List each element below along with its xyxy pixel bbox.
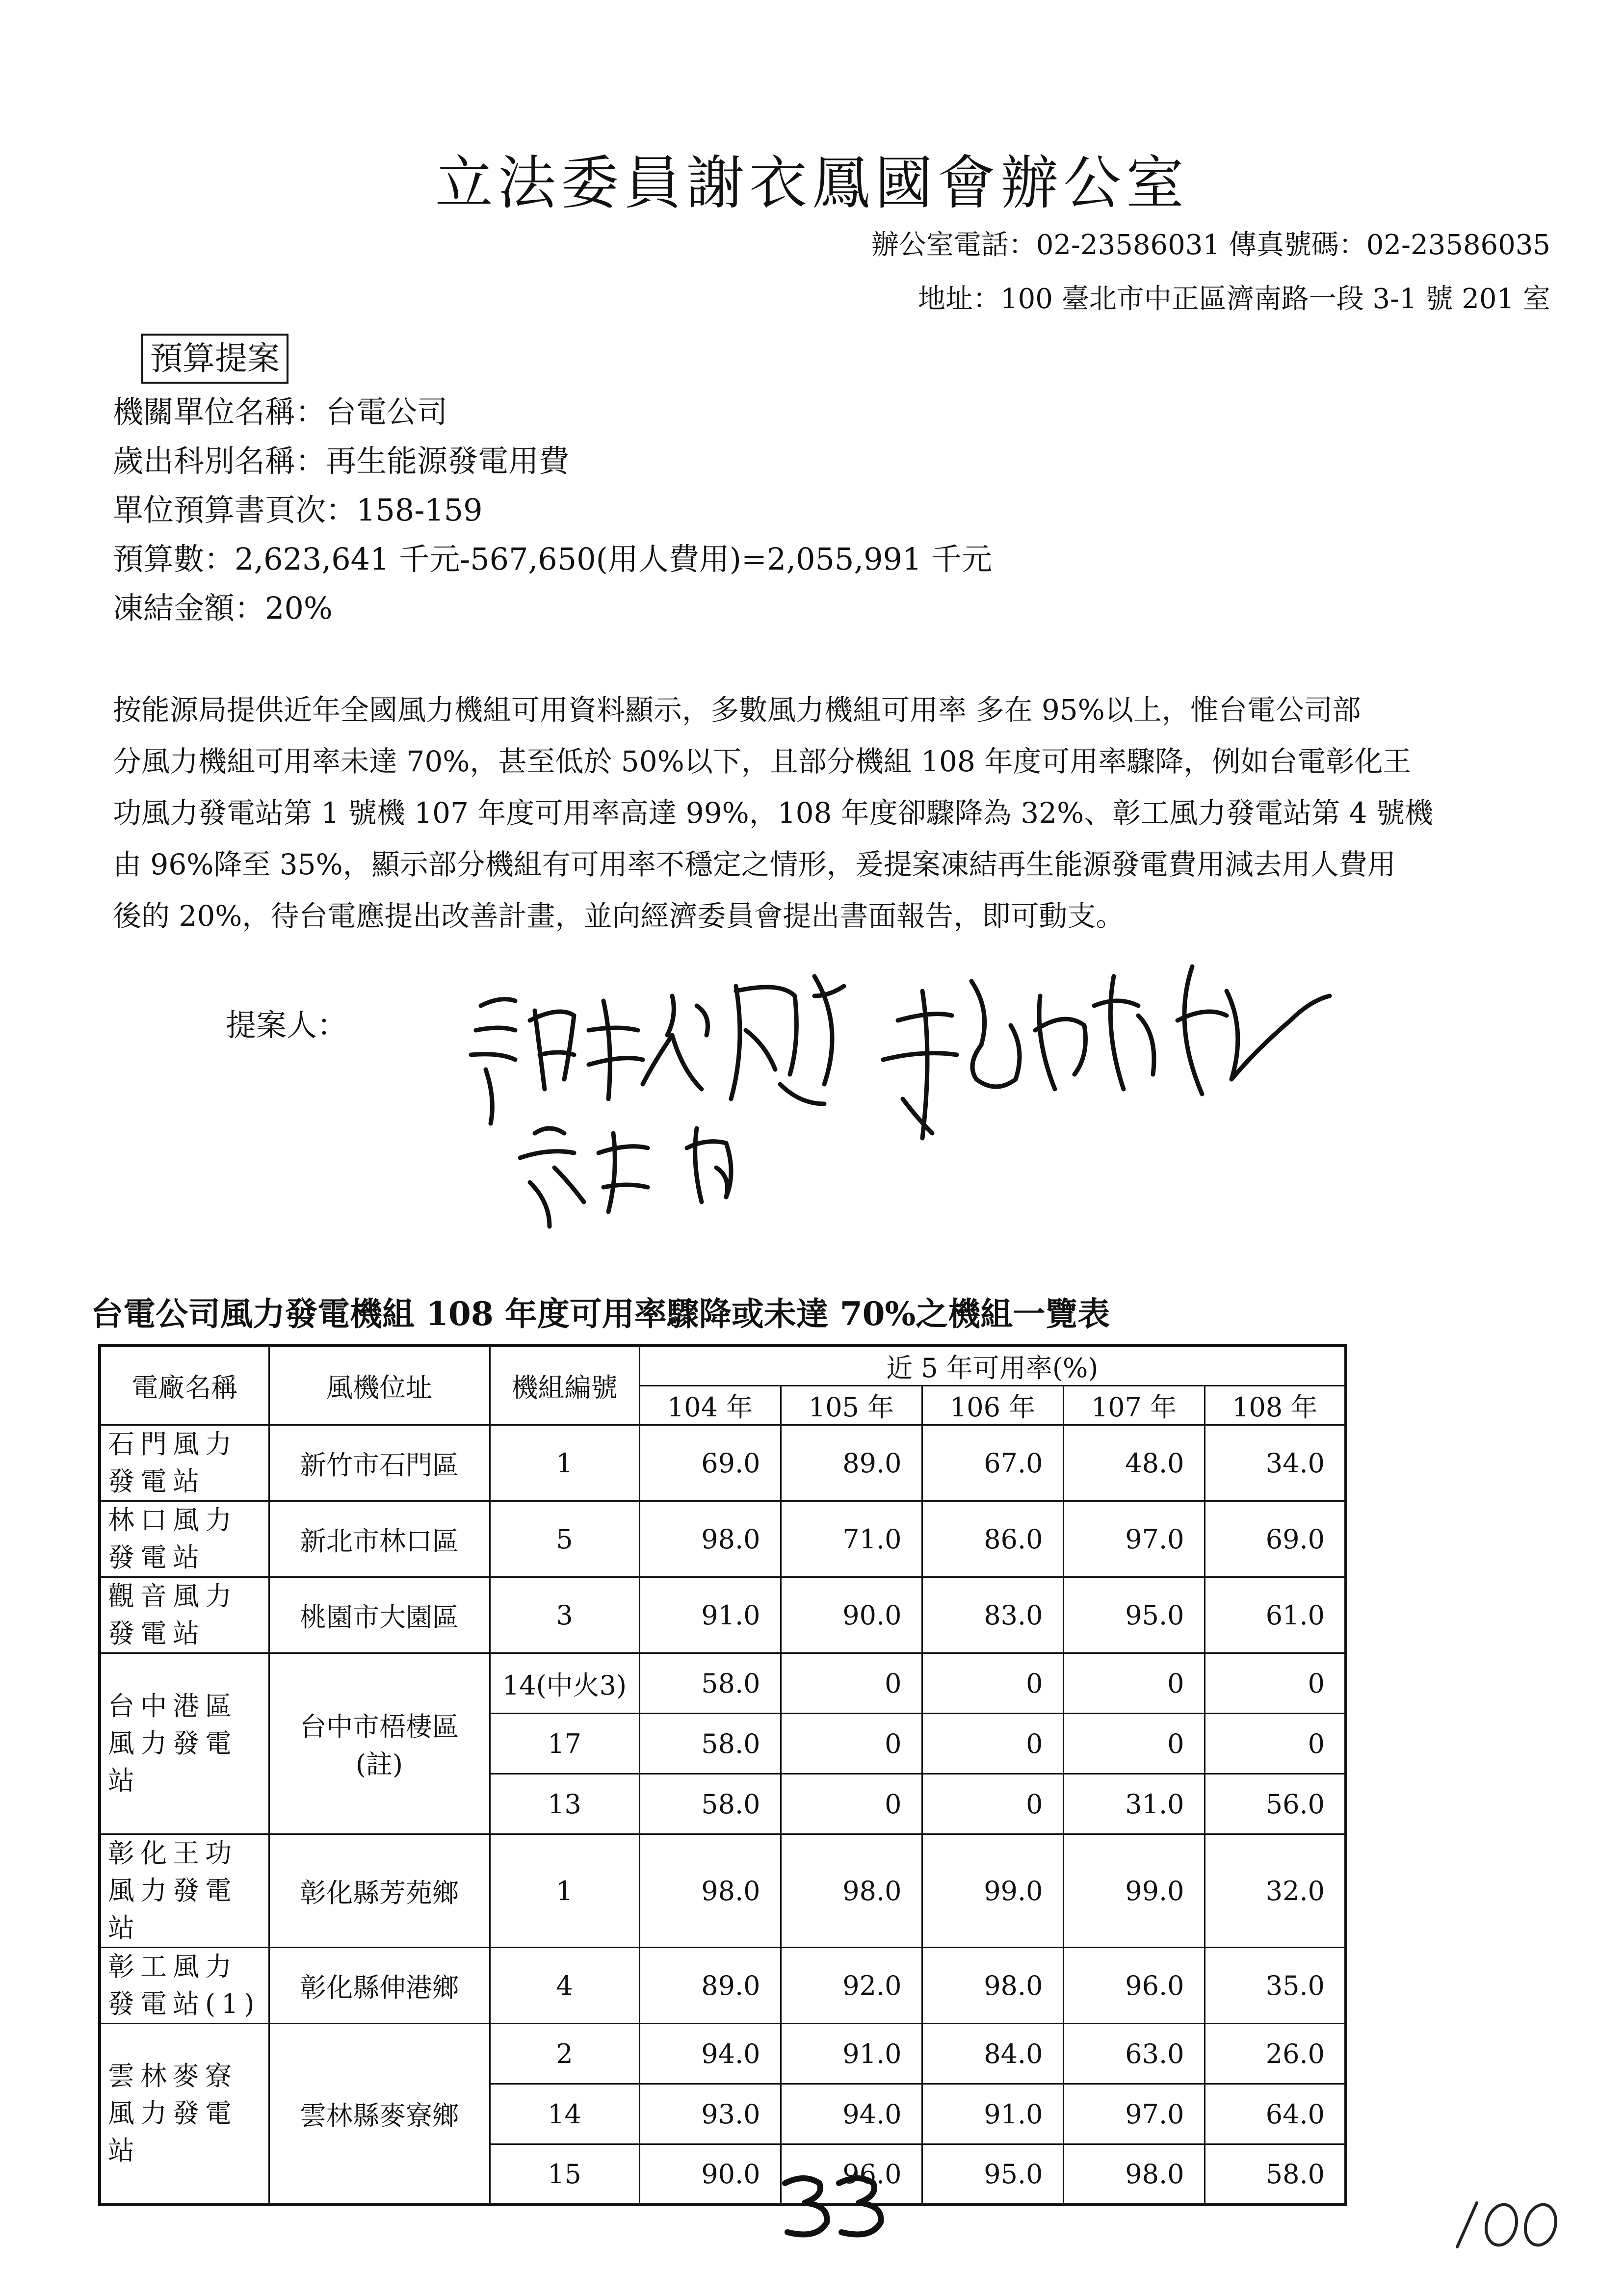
contact-phone: 辦公室電話：02-23586031 傳真號碼：02-23586035 (871, 229, 1550, 261)
site-cell: 桃園市大園區 (269, 1577, 490, 1653)
unit-cell: 14 (490, 2084, 639, 2144)
availability-cell: 98.0 (639, 1834, 781, 1948)
availability-cell: 95.0 (922, 2144, 1063, 2205)
availability-cell: 97.0 (1063, 2084, 1205, 2144)
handwritten-page-mark (1447, 2189, 1575, 2262)
plant-name-cell: 雲林麥寮風力發電站 (100, 2024, 269, 2205)
availability-cell: 84.0 (922, 2024, 1063, 2084)
availability-cell: 26.0 (1205, 2024, 1346, 2084)
availability-cell: 31.0 (1063, 1774, 1205, 1834)
body-line: 由 96%降至 35%，顯示部分機組有可用率不穩定之情形，爰提案凍結再生能源發電費用減去用人費用 (113, 848, 1396, 881)
unit-cell: 1 (490, 1425, 639, 1501)
office-title: 立法委員謝衣鳳國會辦公室 (435, 149, 1189, 217)
unit-cell: 17 (490, 1714, 639, 1774)
availability-cell: 32.0 (1205, 1834, 1346, 1948)
table-row (100, 1577, 1346, 1653)
availability-cell: 83.0 (922, 1577, 1063, 1653)
plant-name-cell: 觀音風力發電站 (100, 1577, 269, 1653)
table-row (100, 1834, 1346, 1948)
availability-cell: 89.0 (639, 1948, 781, 2024)
proposer-label: 提案人： (226, 1007, 348, 1043)
table-body (100, 1346, 1346, 2205)
field-budget-amount: 預算數：2,623,641 千元-567,650(用人費用)=2,055,991 千元 (113, 541, 993, 577)
site-cell: 彰化縣芳苑鄉 (269, 1834, 490, 1948)
availability-cell: 0 (922, 1774, 1063, 1834)
availability-cell: 98.0 (922, 1948, 1063, 2024)
availability-cell: 0 (922, 1714, 1063, 1774)
plant-name-cell: 彰工風力發電站(1) (100, 1948, 269, 2024)
plant-name-cell: 石門風力發電站 (100, 1425, 269, 1501)
budget-proposal-stamp: 預算提案 (141, 334, 288, 384)
header-year: 104 年 (639, 1386, 781, 1425)
availability-cell: 0 (781, 1653, 922, 1714)
table-row (100, 1425, 1346, 1501)
header-availability-group: 近 5 年可用率(%) (639, 1346, 1346, 1386)
table-row (100, 2024, 1346, 2084)
field-expenditure: 歲出科別名稱：再生能源發電用費 (113, 443, 570, 479)
unit-cell: 2 (490, 2024, 639, 2084)
availability-cell: 86.0 (922, 1501, 1063, 1577)
availability-cell: 0 (1205, 1714, 1346, 1774)
availability-cell: 91.0 (922, 2084, 1063, 2144)
site-cell: 彰化縣伸港鄉 (269, 1948, 490, 2024)
availability-cell: 90.0 (781, 1577, 922, 1653)
availability-cell: 69.0 (1205, 1501, 1346, 1577)
header-year: 105 年 (781, 1386, 922, 1425)
body-line: 按能源局提供近年全國風力機組可用資料顯示，多數風力機組可用率 多在 95%以上，惟台電公司部 (113, 693, 1361, 727)
availability-cell: 61.0 (1205, 1577, 1346, 1653)
header-unit-number: 機組編號 (490, 1346, 639, 1425)
availability-cell: 69.0 (639, 1425, 781, 1501)
unit-cell: 14(中火3) (490, 1653, 639, 1714)
unit-cell: 4 (490, 1948, 639, 2024)
availability-cell: 0 (1205, 1653, 1346, 1714)
field-freeze-amount: 凍結金額：20% (113, 590, 333, 626)
availability-cell: 34.0 (1205, 1425, 1346, 1501)
availability-cell: 97.0 (1063, 1501, 1205, 1577)
field-budget-page: 單位預算書頁次：158-159 (113, 492, 483, 528)
site-cell: 新北市林口區 (269, 1501, 490, 1577)
unit-cell: 3 (490, 1577, 639, 1653)
availability-cell: 98.0 (639, 1501, 781, 1577)
availability-cell: 48.0 (1063, 1425, 1205, 1501)
availability-cell: 0 (781, 1774, 922, 1834)
availability-cell: 91.0 (639, 1577, 781, 1653)
availability-cell: 91.0 (781, 2024, 922, 2084)
field-agency: 機關單位名稱：台電公司 (113, 394, 448, 430)
availability-cell: 0 (781, 1714, 922, 1774)
handwritten-page-number (775, 2165, 893, 2247)
availability-cell: 58.0 (639, 1774, 781, 1834)
availability-cell: 0 (1063, 1714, 1205, 1774)
availability-cell: 58.0 (1205, 2144, 1346, 2205)
availability-cell: 98.0 (781, 1834, 922, 1948)
availability-cell: 94.0 (781, 2084, 922, 2144)
availability-cell: 35.0 (1205, 1948, 1346, 2024)
unit-cell: 15 (490, 2144, 639, 2205)
availability-cell: 0 (922, 1653, 1063, 1714)
availability-cell: 96.0 (1063, 1948, 1205, 2024)
table-row (100, 1948, 1346, 2024)
availability-cell: 99.0 (1063, 1834, 1205, 1948)
availability-cell: 64.0 (1205, 2084, 1346, 2144)
page-number-text: 33 (775, 2165, 782, 2170)
availability-cell: 89.0 (781, 1425, 922, 1501)
availability-cell: 99.0 (922, 1834, 1063, 1948)
unit-cell: 13 (490, 1774, 639, 1834)
header-year: 106 年 (922, 1386, 1063, 1425)
availability-cell: 96.0 (781, 2144, 922, 2205)
availability-cell: 67.0 (922, 1425, 1063, 1501)
site-cell: 雲林縣麥寮鄉 (269, 2024, 490, 2205)
availability-cell: 95.0 (1063, 1577, 1205, 1653)
availability-cell: 94.0 (639, 2024, 781, 2084)
availability-cell: 56.0 (1205, 1774, 1346, 1834)
unit-cell: 5 (490, 1501, 639, 1577)
handwritten-signatures (442, 933, 1398, 1231)
availability-cell: 90.0 (639, 2144, 781, 2205)
plant-name-cell: 台中港區風力發電站 (100, 1653, 269, 1834)
page-mark-text: 100 (1447, 2189, 1457, 2194)
body-line: 分風力機組可用率未達 70%，甚至低於 50%以下，且部分機組 108 年度可用率驟降，例如台電彰化王 (113, 745, 1412, 778)
contact-address: 地址：100 臺北市中正區濟南路一段 3-1 號 201 室 (918, 283, 1550, 315)
availability-cell: 63.0 (1063, 2024, 1205, 2084)
availability-cell: 92.0 (781, 1948, 922, 2024)
header-plant-name: 電廠名稱 (100, 1346, 269, 1425)
header-year: 108 年 (1205, 1386, 1346, 1425)
body-line: 功風力發電站第 1 號機 107 年度可用率高達 99%，108 年度卻驟降為 32%、彰工風力發電站第 4 號機 (113, 796, 1433, 830)
table-title: 台電公司風力發電機組 108 年度可用率驟降或未達 70%之機組一覽表 (91, 1295, 1110, 1333)
availability-cell: 58.0 (639, 1714, 781, 1774)
table-row (100, 1653, 1346, 1714)
header-site: 風機位址 (269, 1346, 490, 1425)
availability-cell: 71.0 (781, 1501, 922, 1577)
table-row (100, 1501, 1346, 1577)
availability-table (98, 1344, 1347, 2206)
availability-cell: 93.0 (639, 2084, 781, 2144)
availability-cell: 58.0 (639, 1653, 781, 1714)
plant-name-cell: 林口風力發電站 (100, 1501, 269, 1577)
body-line: 後的 20%，待台電應提出改善計畫，並向經濟委員會提出書面報告，即可動支。 (113, 899, 1125, 933)
signature-text: 謝衣鳳 楊瓊瓔 翁重鈞 (442, 933, 489, 939)
unit-cell: 1 (490, 1834, 639, 1948)
availability-cell: 98.0 (1063, 2144, 1205, 2205)
site-cell: 新竹市石門區 (269, 1425, 490, 1501)
plant-name-cell: 彰化王功風力發電站 (100, 1834, 269, 1948)
site-cell: 台中市梧棲區(註) (269, 1653, 490, 1834)
header-year: 107 年 (1063, 1386, 1205, 1425)
availability-cell: 0 (1063, 1653, 1205, 1714)
